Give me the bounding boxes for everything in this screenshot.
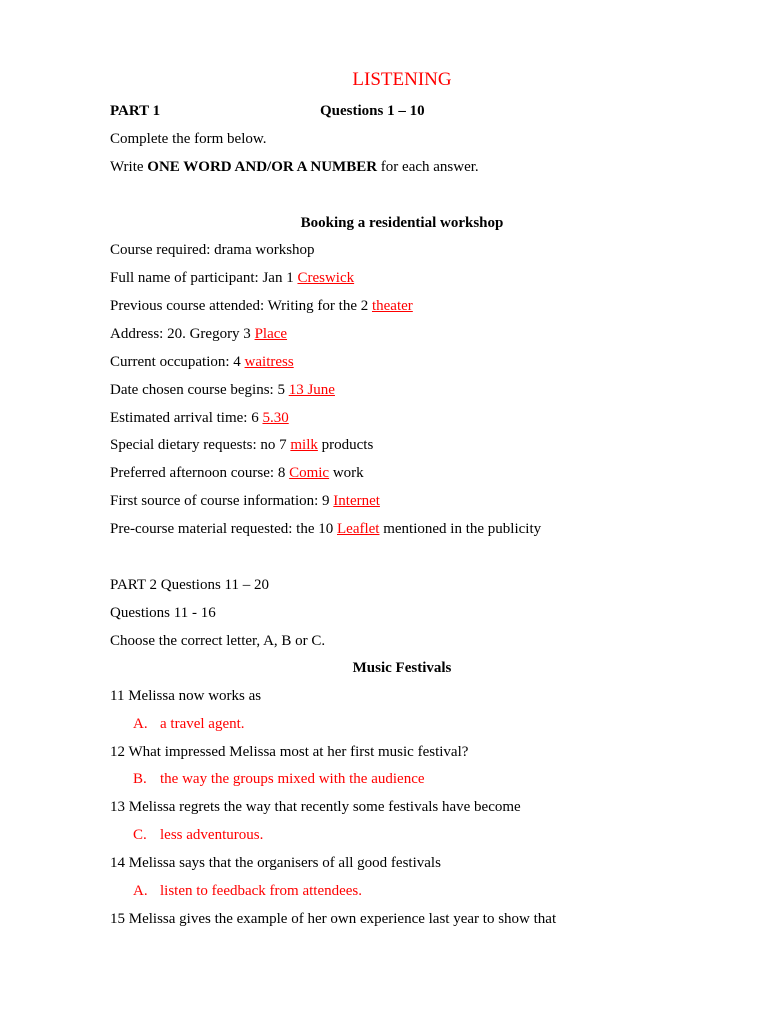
question-11-answer: [133, 715, 245, 733]
form-item-answer: Internet: [333, 493, 380, 509]
form-item-answer: Leaflet: [337, 521, 380, 537]
form-item-text: Pre-course material requested: the 10: [110, 521, 337, 537]
answer-letter: B.: [133, 771, 147, 787]
form-item-answer: 13 June: [288, 382, 335, 398]
answer-letter: A.: [133, 883, 148, 899]
answer-text: less adventurous.: [160, 827, 264, 843]
form-item-2: [110, 297, 413, 315]
form-item-text: Estimated arrival time: 6: [110, 410, 263, 426]
form-course-required: Course required: drama workshop: [110, 242, 315, 258]
question-14-answer: [133, 882, 362, 900]
part1-label: PART 1: [110, 103, 161, 119]
form-item-suffix: products: [317, 437, 374, 453]
form-item-text: Current occupation: 4: [110, 354, 245, 370]
answer-text: a travel agent.: [160, 716, 245, 732]
form-item-6: [110, 409, 289, 427]
question-14: 14 Melissa says that the organisers of all good festivals: [110, 855, 441, 871]
form-item-suffix: work: [329, 465, 364, 481]
question-12-answer: [133, 770, 425, 788]
answer-text: listen to feedback from attendees.: [160, 883, 363, 899]
form-item-3: [110, 325, 287, 343]
form-item-10: [110, 520, 541, 538]
part1-instruction-1: Complete the form below.: [110, 131, 267, 147]
form-item-answer: Place: [254, 326, 288, 342]
answer-text: the way the groups mixed with the audience: [160, 771, 425, 787]
form-item-text: First source of course information: 9: [110, 493, 334, 509]
part1-heading: [110, 102, 425, 120]
question-12: 12 What impressed Melissa most at her first music festival?: [110, 744, 469, 760]
form-item-answer: 5.30: [262, 410, 289, 426]
part2-instruction: Choose the correct letter, A, B or C.: [110, 633, 326, 649]
form-title: Booking a residential workshop: [300, 215, 504, 231]
instruction-2-pre: Write: [110, 159, 148, 175]
part1-instruction-2: [110, 158, 479, 176]
instruction-2-post: for each answer.: [377, 159, 479, 175]
form-item-4: [110, 353, 294, 371]
form-item-text: Full name of participant: Jan 1: [110, 270, 298, 286]
part2-heading: PART 2 Questions 11 – 20: [110, 577, 269, 593]
form-item-suffix: mentioned in the publicity: [379, 521, 542, 537]
form-item-answer: Comic: [289, 465, 330, 481]
page-title: LISTENING: [352, 69, 452, 90]
form-item-text: Special dietary requests: no 7: [110, 437, 291, 453]
question-13-answer: [133, 826, 263, 844]
question-15: 15 Melissa gives the example of her own experience last year to show that: [110, 911, 557, 927]
question-13: 13 Melissa regrets the way that recently some festivals have become: [110, 799, 521, 815]
part1-questions-range: Questions 1 – 10: [320, 103, 425, 119]
form-item-answer: waitress: [244, 354, 294, 370]
answer-letter: C.: [133, 827, 147, 843]
question-11: 11 Melissa now works as: [110, 688, 262, 704]
section-title: Music Festivals: [352, 660, 452, 676]
form-item-8: [110, 464, 364, 482]
form-item-answer: theater: [371, 298, 413, 314]
form-item-answer: milk: [290, 437, 318, 453]
form-item-9: [110, 492, 380, 510]
part2-subheading: Questions 11 - 16: [110, 605, 216, 621]
form-item-5: [110, 381, 335, 399]
form-item-answer: Creswick: [297, 270, 355, 286]
form-item-text: Address: 20. Gregory 3: [110, 326, 255, 342]
form-item-text: Date chosen course begins: 5: [110, 382, 289, 398]
form-item-text: Previous course attended: Writing for the 2: [110, 298, 372, 314]
answer-letter: A.: [133, 716, 148, 732]
form-item-1: [110, 269, 354, 287]
form-item-7: [110, 436, 373, 454]
form-item-text: Preferred afternoon course: 8: [110, 465, 290, 481]
instruction-2-bold: ONE WORD AND/OR A NUMBER: [147, 159, 378, 175]
